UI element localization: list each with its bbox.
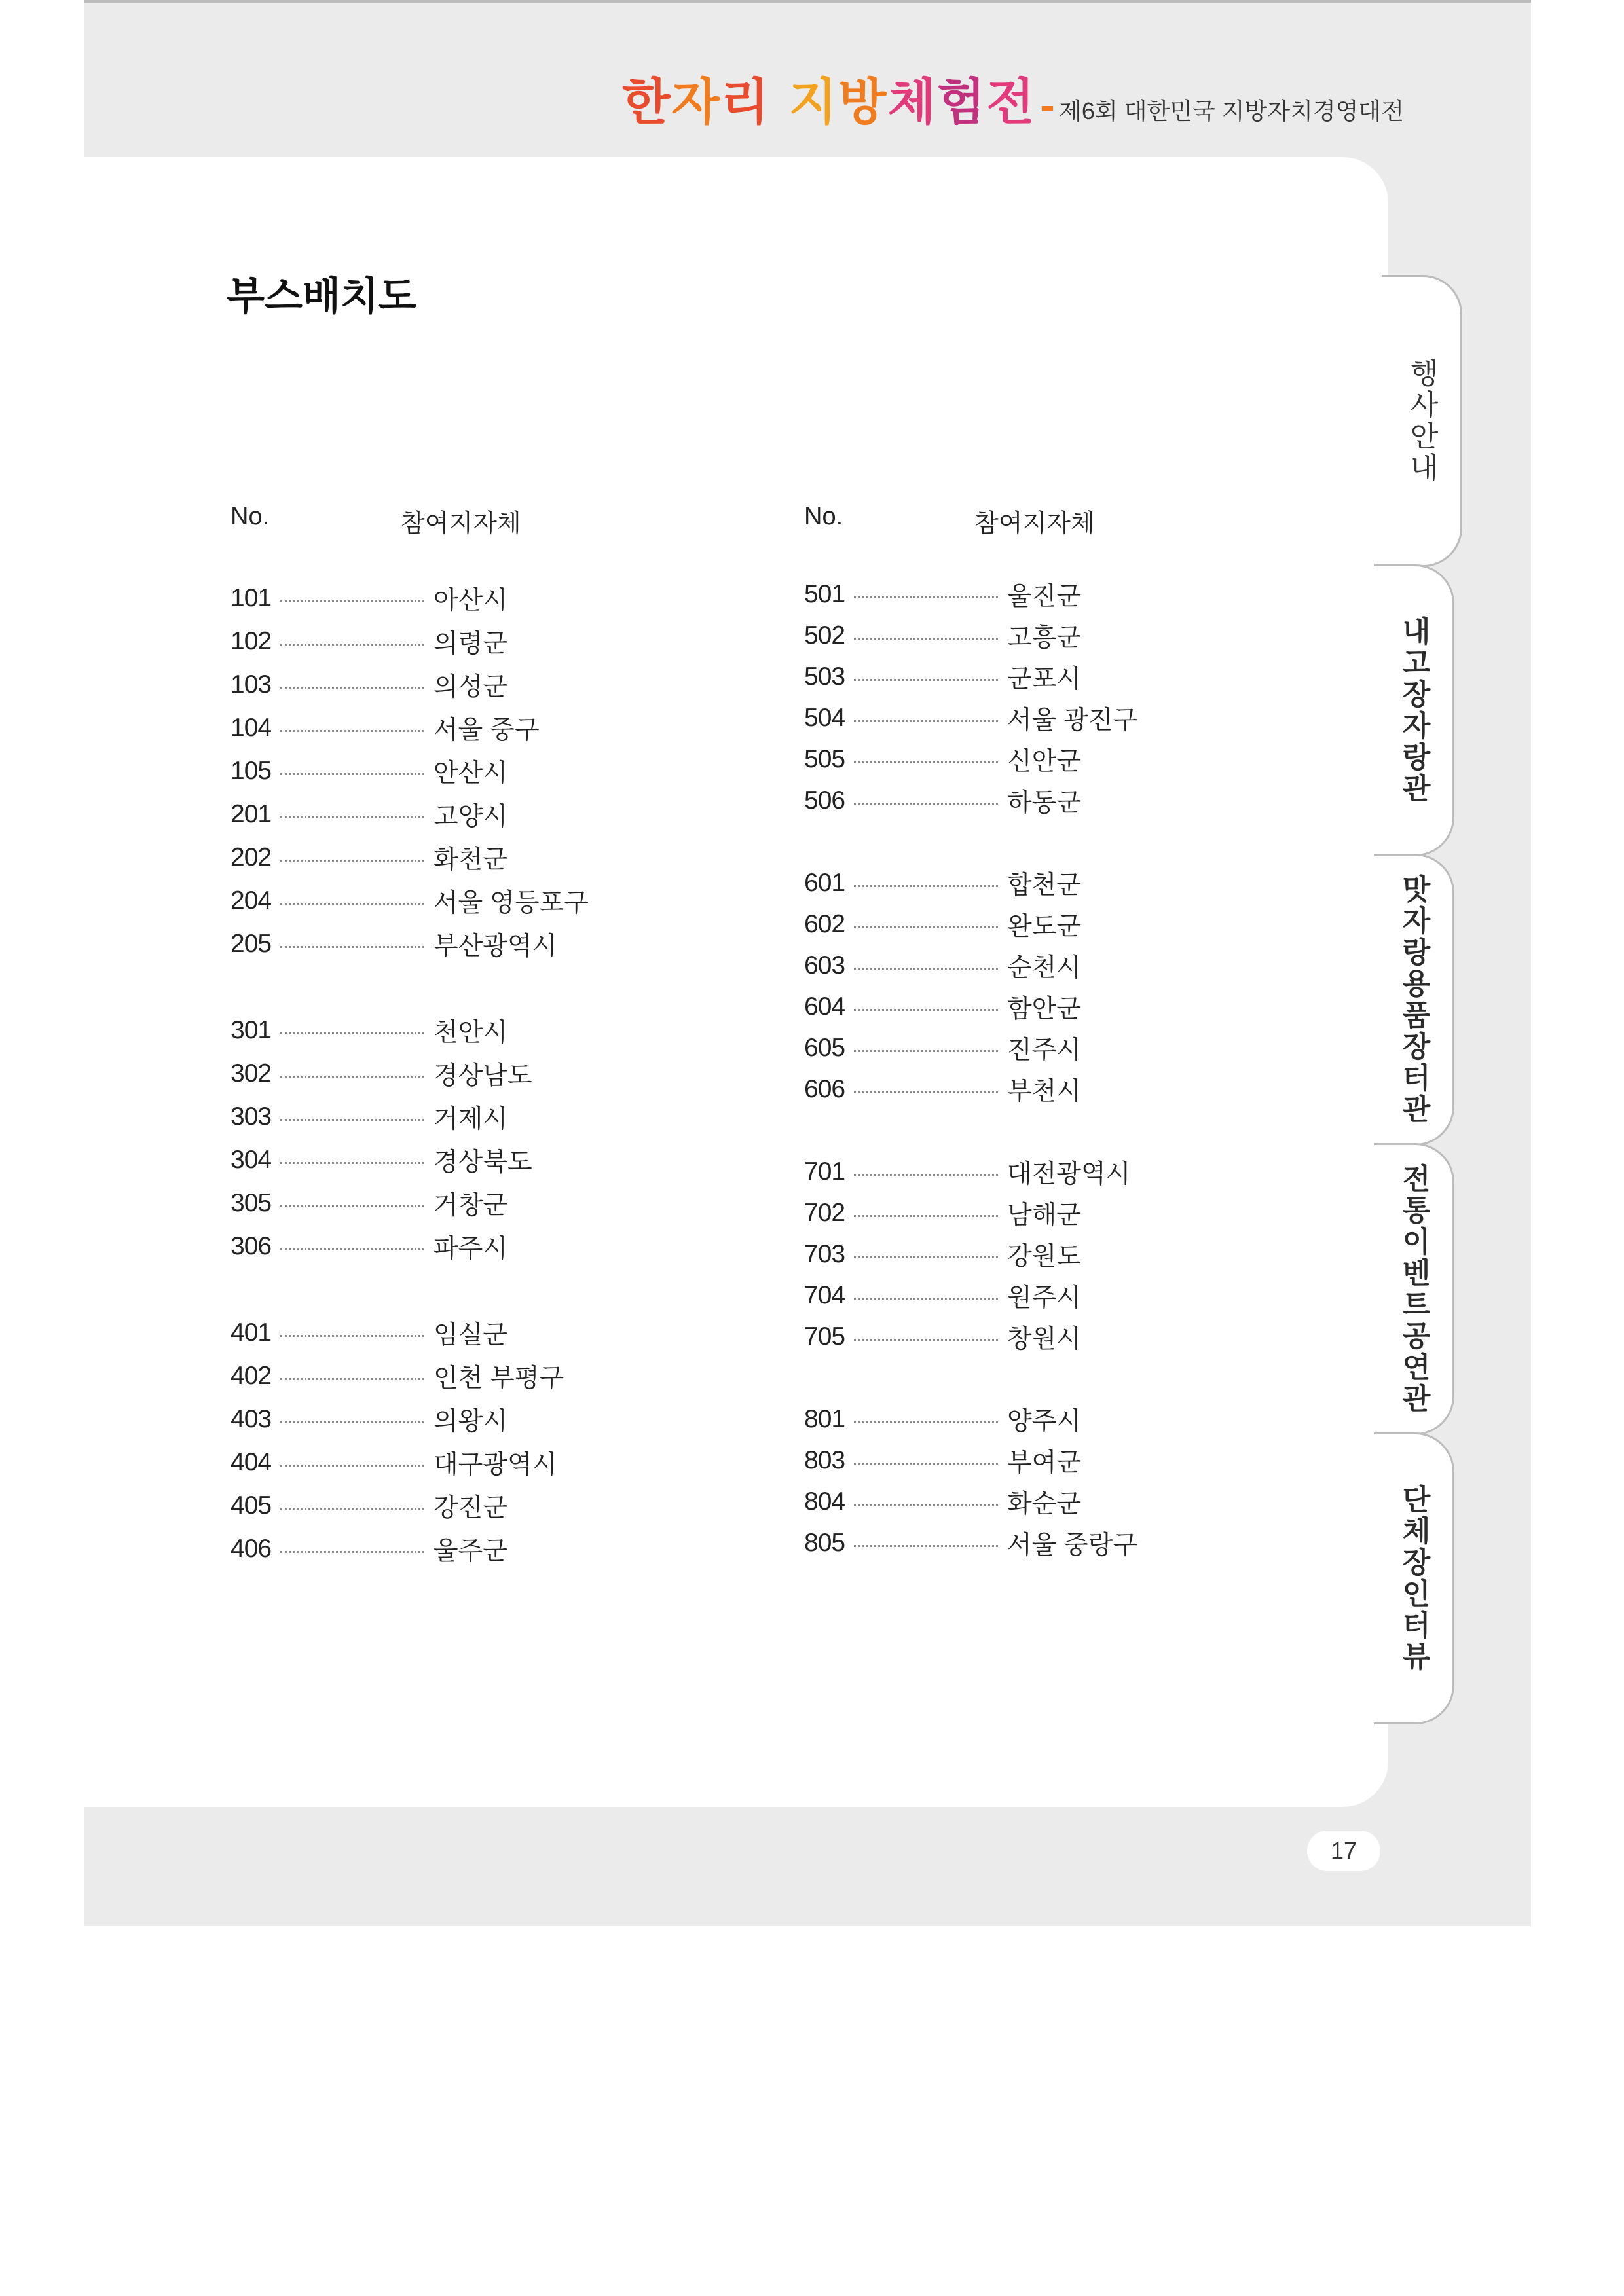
municipality-name: 서울 영등포구 [434,889,589,917]
tab-label: 맛자랑용품장터관 [1397,874,1430,1125]
logo-char: 체 [887,73,937,131]
booth-number: 501 [804,580,845,608]
booth-row [231,839,507,876]
dotted-leader [280,1508,424,1510]
booth-row [231,1185,507,1222]
municipality-name: 군포시 [1007,665,1082,693]
booth-row [231,710,540,746]
dotted-leader [280,1551,424,1553]
booth-row [804,1484,1081,1520]
booth-row [231,1531,507,1567]
municipality-name: 의령군 [434,630,508,658]
booth-number: 804 [804,1487,845,1516]
dotted-leader [854,1339,998,1341]
dotted-leader [280,1378,424,1380]
booth-row [804,659,1081,695]
municipality-name: 울진군 [1007,583,1082,611]
booth-row [804,700,1137,737]
municipality-name: 강원도 [1007,1243,1082,1271]
municipality-name: 대구광역시 [434,1451,557,1479]
dotted-leader [854,1009,998,1011]
logo-char: 지 [788,73,839,131]
municipality-name: 양주시 [1007,1408,1082,1436]
dotted-leader [854,761,998,763]
dotted-leader [280,773,424,775]
municipality-name: 안산시 [434,759,508,788]
dotted-leader [280,1032,424,1034]
event-logo [622,62,1036,134]
booth-number: 603 [804,951,845,979]
tab-label: 전통이벤트공연관 [1397,1163,1430,1415]
logo-char: 한 [622,73,672,131]
booth-row [804,617,1081,654]
booth-list-right [804,576,1263,1571]
booth-row [231,1444,557,1481]
dotted-leader [854,1215,998,1217]
booth-row [231,1358,564,1394]
header-dash: - [1039,86,1056,128]
booth-number: 101 [231,584,272,612]
dotted-leader [854,679,998,681]
dotted-leader [854,720,998,722]
booth-number: 404 [231,1448,272,1476]
booth-number: 402 [231,1362,272,1390]
dotted-leader [854,1504,998,1506]
municipality-name: 서울 중구 [434,716,540,744]
dotted-leader [280,1248,424,1250]
municipality-name: 강진군 [434,1494,508,1522]
dotted-leader [280,1465,424,1467]
municipality-name: 완도군 [1007,913,1082,941]
booth-row [804,906,1081,943]
municipality-name: 천안시 [434,1019,508,1047]
logo-char: 험 [937,73,987,131]
dotted-leader [854,596,998,598]
municipality-name: 거제시 [434,1105,508,1133]
booth-row [804,1401,1081,1438]
dotted-leader [280,1119,424,1121]
column-header-no: No. [804,503,843,530]
municipality-name: 순천시 [1007,954,1082,982]
booth-number: 204 [231,886,272,915]
booth-row [804,1071,1081,1108]
booth-number: 601 [804,869,845,897]
booth-number: 606 [804,1075,845,1103]
booth-number: 506 [804,786,845,814]
logo-char: 리 [720,73,771,131]
booth-number: 701 [804,1157,845,1186]
municipality-name: 고양시 [434,803,508,831]
dotted-leader [854,926,998,928]
booth-number: 205 [231,930,272,958]
municipality-name: 인천 부평구 [434,1364,564,1393]
booth-row [804,989,1081,1025]
tab-food-market[interactable] [1374,854,1454,1146]
booth-number: 504 [804,704,845,732]
dotted-leader [280,903,424,905]
logo-space [770,73,788,131]
booth-row [804,782,1081,819]
page-title: 부스배치도 [227,274,416,319]
municipality-name: 신안군 [1007,748,1082,776]
booth-number: 801 [804,1405,845,1433]
dotted-leader [854,1256,998,1258]
dotted-leader [854,968,998,970]
municipality-name: 의성군 [434,673,508,701]
dotted-leader [280,1205,424,1207]
booth-row [804,1154,1130,1190]
column-header-name: 참여지자체 [974,510,1095,538]
municipality-name: 창원시 [1007,1325,1082,1353]
dotted-leader [854,1421,998,1423]
booth-number: 202 [231,843,272,871]
dotted-leader [854,1463,998,1465]
booth-row [231,1401,507,1438]
booth-row [804,1195,1081,1231]
booth-number: 805 [804,1529,845,1557]
municipality-name: 부천시 [1007,1078,1082,1106]
municipality-name: 합천군 [1007,871,1082,900]
booth-number: 304 [231,1146,272,1174]
dotted-leader [854,1174,998,1176]
booth-row [231,623,507,660]
municipality-name: 남해군 [1007,1201,1082,1230]
booth-number: 403 [231,1405,272,1433]
booth-row [231,1055,532,1092]
booth-row [231,1487,507,1524]
booth-number: 406 [231,1535,272,1563]
booth-row [804,1236,1081,1273]
dotted-leader [280,860,424,862]
municipality-name: 고흥군 [1007,624,1082,652]
booth-row [804,1319,1081,1355]
booth-row [231,1012,507,1049]
municipality-name: 진주시 [1007,1036,1082,1065]
dotted-leader [854,885,998,887]
dotted-leader [854,1091,998,1093]
municipality-name: 화천군 [434,846,508,874]
tab-local-pride[interactable] [1374,564,1454,856]
tab-event-info[interactable] [1382,275,1462,567]
booth-row [231,796,507,833]
municipality-name: 거창군 [434,1192,508,1220]
municipality-name: 하동군 [1007,789,1082,817]
booth-row [231,1315,507,1351]
dotted-leader [854,638,998,640]
booth-number: 405 [231,1491,272,1520]
booth-row [231,753,507,790]
dotted-leader [854,1050,998,1052]
municipality-name: 대전광역시 [1007,1160,1131,1188]
dotted-leader [280,1335,424,1337]
booth-row [804,576,1081,613]
booth-row [804,1525,1137,1561]
header-subtitle: 제6회 대한민국 지방자치경영대전 [1059,98,1404,124]
booth-row [231,666,507,703]
booth-row [804,947,1081,984]
booth-row [231,926,557,962]
dotted-leader [280,1162,424,1164]
booth-number: 503 [804,663,845,691]
dotted-leader [280,1421,424,1423]
municipality-name: 부여군 [1007,1449,1082,1477]
dotted-leader [280,730,424,732]
booth-number: 703 [804,1240,845,1268]
booth-row [804,865,1081,902]
booth-number: 104 [231,714,272,742]
booth-number: 505 [804,745,845,773]
booth-number: 502 [804,621,845,649]
tab-label: 단체장인터뷰 [1397,1484,1430,1673]
municipality-name: 경상북도 [434,1148,532,1176]
page-number: 17 [1307,1831,1380,1871]
booth-number: 705 [804,1322,845,1351]
booth-number: 704 [804,1281,845,1309]
dotted-leader [854,1545,998,1547]
booth-number: 604 [804,993,845,1021]
booth-list-left [231,580,689,1575]
booth-row [804,1030,1081,1066]
booth-number: 702 [804,1199,845,1227]
booth-number: 306 [231,1232,272,1260]
booth-number: 201 [231,800,272,828]
municipality-name: 부산광역시 [434,932,557,960]
booth-row [804,1442,1081,1479]
booth-row [231,1142,532,1178]
logo-char: 자 [671,73,721,131]
tab-mayor-interview[interactable] [1374,1432,1454,1724]
booth-number: 303 [231,1102,272,1131]
booth-number: 302 [231,1059,272,1087]
dotted-leader [280,946,424,948]
booth-row [231,1099,507,1135]
booth-number: 803 [804,1446,845,1474]
logo-char: 방 [838,73,888,131]
booth-number: 102 [231,627,272,655]
tab-label: 내고장자랑관 [1397,616,1430,805]
column-header-no: No. [231,503,270,530]
page-header [622,62,1404,134]
booth-number: 103 [231,670,272,699]
municipality-name: 울주군 [434,1537,508,1565]
dotted-leader [854,803,998,805]
municipality-name: 함안군 [1007,995,1082,1023]
tab-traditional-events[interactable] [1374,1143,1454,1435]
tab-label: 행사안내 [1405,358,1438,484]
municipality-name: 의왕시 [434,1408,508,1436]
booth-number: 305 [231,1189,272,1217]
booth-row [804,1277,1081,1314]
dotted-leader [280,1076,424,1078]
municipality-name: 경상남도 [434,1062,532,1090]
municipality-name: 원주시 [1007,1284,1082,1312]
municipality-name: 서울 중랑구 [1007,1531,1138,1559]
column-header-name: 참여지자체 [401,510,521,538]
booth-row [804,741,1081,778]
booth-number: 301 [231,1016,272,1044]
booth-row [231,1228,507,1265]
dotted-leader [280,644,424,646]
dotted-leader [280,600,424,602]
booth-row [231,883,589,919]
dotted-leader [854,1298,998,1300]
municipality-name: 서울 광진구 [1007,706,1138,735]
booth-number: 401 [231,1319,272,1347]
logo-char: 전 [986,73,1036,131]
booth-number: 602 [804,910,845,938]
municipality-name: 화순군 [1007,1490,1082,1518]
municipality-name: 아산시 [434,587,508,615]
dotted-leader [280,816,424,818]
booth-number: 105 [231,757,272,785]
dotted-leader [280,687,424,689]
booth-number: 605 [804,1034,845,1062]
booth-row [231,580,507,617]
municipality-name: 파주시 [434,1235,508,1263]
municipality-name: 임실군 [434,1321,508,1349]
